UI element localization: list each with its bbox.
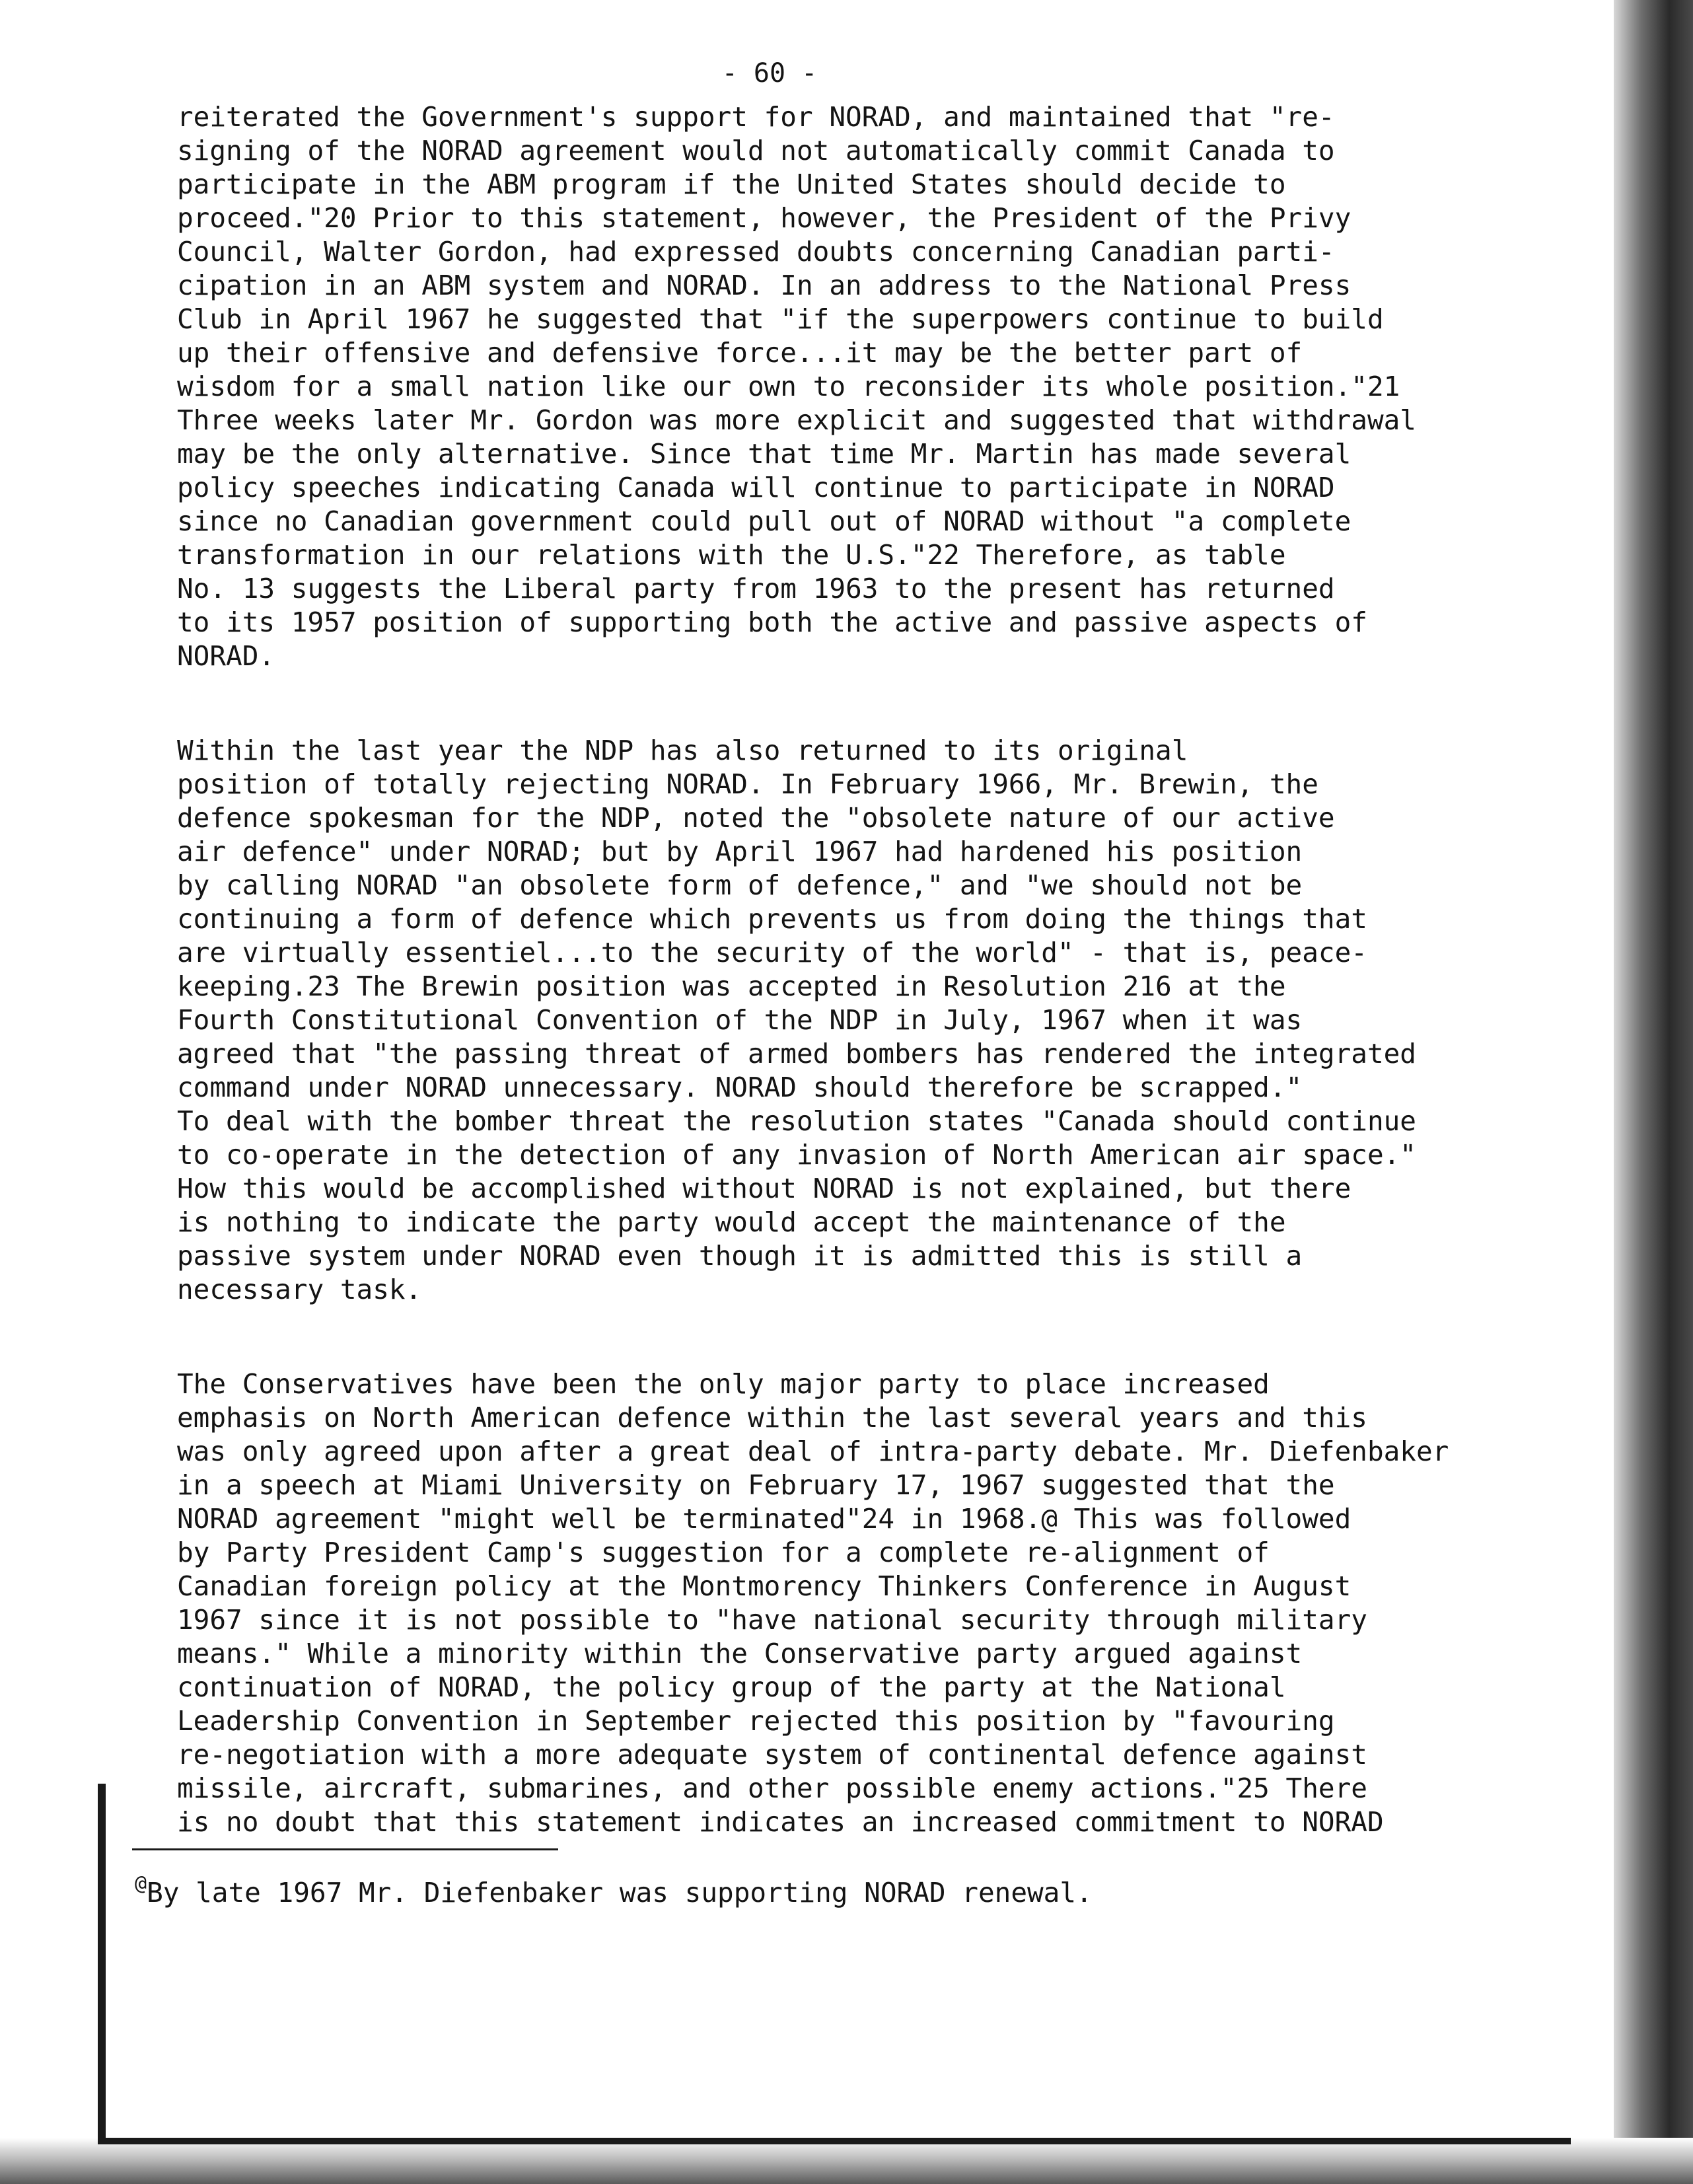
text-line: by calling NORAD "an obsolete form of defence," and "we should not be — [177, 869, 1303, 901]
text-line: participate in the ABM program if the United States should decide to — [177, 168, 1286, 200]
text-line: To deal with the bomber threat the resolution states "Canada should continue — [177, 1105, 1416, 1137]
text-line: air defence" under NORAD; but by April 1967 had hardened his position — [177, 836, 1303, 867]
text-line: is nothing to indicate the party would accept the maintenance of the — [177, 1206, 1286, 1238]
text-line: reiterated the Government's support for NORAD, and maintained that "re- — [177, 101, 1335, 133]
text-line: command under NORAD unnecessary. NORAD should therefore be scrapped." — [177, 1072, 1303, 1103]
text-line: was only agreed upon after a great deal of intra-party debate. Mr. Diefenbaker — [177, 1436, 1449, 1467]
text-line: Three weeks later Mr. Gordon was more explicit and suggested that withdrawal — [177, 404, 1416, 436]
text-line: cipation in an ABM system and NORAD. In an address to the National Press — [177, 270, 1351, 301]
text-line: necessary task. — [177, 1274, 422, 1305]
paragraph-conservative-policy — [177, 1367, 1459, 1839]
scan-shadow-right — [1614, 0, 1693, 2184]
footnote-text: By late 1967 Mr. Diefenbaker was supporting NORAD renewal. — [147, 1877, 1093, 1909]
footnote-mark: @ — [135, 1872, 147, 1895]
text-line: NORAD. — [177, 640, 275, 672]
text-line: to its 1957 position of supporting both the active and passive aspects of — [177, 606, 1367, 638]
text-line: defence spokesman for the NDP, noted the "obsolete nature of our active — [177, 802, 1335, 834]
text-line: emphasis on North American defence within the last several years and this — [177, 1402, 1367, 1434]
text-line: re-negotiation with a more adequate system of continental defence against — [177, 1739, 1367, 1770]
paragraph-gap — [177, 673, 1459, 734]
text-line: are virtually essentiel...to the security of the world" - that is, peace- — [177, 937, 1367, 968]
text-line: Within the last year the NDP has also returned to its original — [177, 735, 1188, 766]
page-number: - 60 - — [721, 58, 818, 89]
text-line: to co-operate in the detection of any invasion of North American air space." — [177, 1139, 1416, 1171]
text-line: Leadership Convention in September rejected this position by "favouring — [177, 1705, 1335, 1737]
text-line: may be the only alternative. Since that time Mr. Martin has made several — [177, 438, 1351, 470]
text-line: means." While a minority within the Conservative party argued against — [177, 1638, 1303, 1669]
text-line: How this would be accomplished without NORAD is not explained, but there — [177, 1173, 1351, 1204]
text-line: 1967 since it is not possible to "have national security through military — [177, 1604, 1367, 1636]
text-line: Club in April 1967 he suggested that "if the superpowers continue to build — [177, 303, 1384, 335]
text-line: is no doubt that this statement indicates an increased commitment to NORAD — [177, 1806, 1384, 1838]
paragraph-gap — [177, 1307, 1459, 1367]
text-line: position of totally rejecting NORAD. In February 1966, Mr. Brewin, the — [177, 768, 1318, 800]
text-line: continuation of NORAD, the policy group of the party at the National — [177, 1671, 1286, 1703]
text-line: wisdom for a small nation like our own to reconsider its whole position."21 — [177, 371, 1400, 402]
paragraph-liberal-policy — [177, 100, 1459, 673]
text-line: missile, aircraft, submarines, and other possible enemy actions."25 There — [177, 1772, 1367, 1804]
text-line: in a speech at Miami University on February 17, 1967 suggested that the — [177, 1469, 1335, 1501]
text-line: No. 13 suggests the Liberal party from 1963 to the present has returned — [177, 573, 1335, 604]
text-line: continuing a form of defence which prevents us from doing the things that — [177, 903, 1367, 935]
text-line: The Conservatives have been the only major party to place increased — [177, 1368, 1270, 1400]
body-text — [177, 100, 1459, 1839]
text-line: keeping.23 The Brewin position was accepted in Resolution 216 at the — [177, 970, 1286, 1002]
text-line: up their offensive and defensive force...it may be the better part of — [177, 337, 1303, 369]
text-line: NORAD agreement "might well be terminated"24 in 1968.@ This was followed — [177, 1503, 1351, 1535]
scan-edge-bottom — [0, 2138, 1693, 2184]
text-line: since no Canadian government could pull out of NORAD without "a complete — [177, 505, 1351, 537]
text-line: agreed that "the passing threat of armed bombers has rendered the integrated — [177, 1038, 1416, 1070]
text-line: by Party President Camp's suggestion for a complete re-alignment of — [177, 1537, 1270, 1568]
text-line: Fourth Constitutional Convention of the NDP in July, 1967 when it was — [177, 1004, 1303, 1036]
text-line: signing of the NORAD agreement would not automatically commit Canada to — [177, 135, 1335, 166]
page-frame-left — [98, 1784, 106, 2140]
page-frame-bottom — [98, 2138, 1571, 2144]
text-line: Council, Walter Gordon, had expressed doubts concerning Canadian parti- — [177, 236, 1335, 268]
text-line: proceed."20 Prior to this statement, however, the President of the Privy — [177, 202, 1351, 234]
footnote — [135, 1872, 1390, 1912]
text-line: transformation in our relations with the U.S."22 Therefore, as table — [177, 539, 1286, 571]
text-line: policy speeches indicating Canada will continue to participate in NORAD — [177, 472, 1335, 503]
footnote-rule — [132, 1848, 558, 1850]
text-line: passive system under NORAD even though it is admitted this is still a — [177, 1240, 1303, 1272]
paragraph-ndp-policy — [177, 734, 1459, 1307]
text-line: Canadian foreign policy at the Montmorency Thinkers Conference in August — [177, 1570, 1351, 1602]
